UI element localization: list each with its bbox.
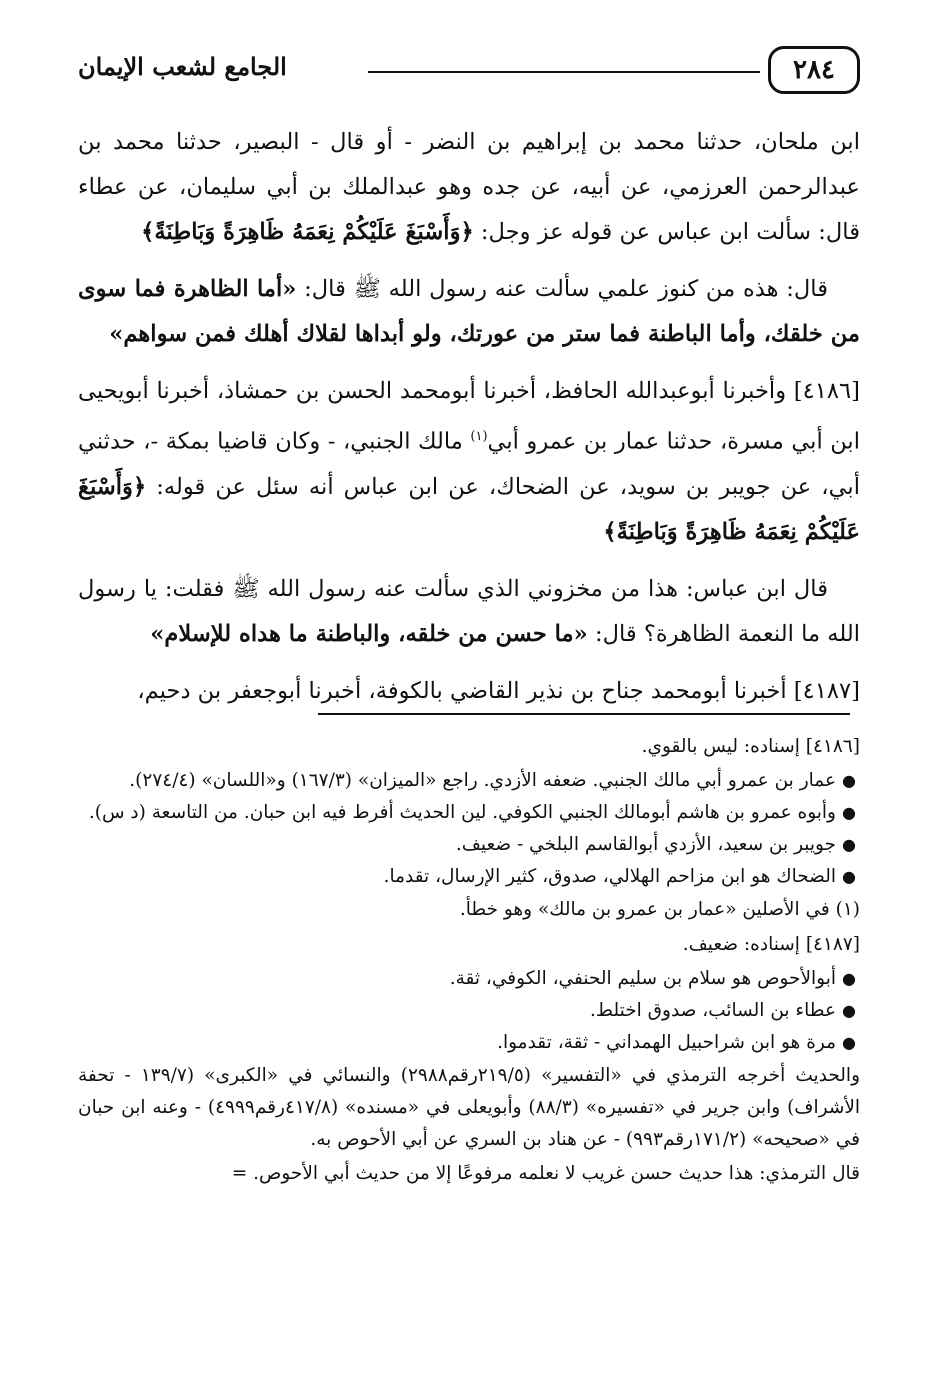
bullet-icon: ● <box>842 835 856 854</box>
note-item-text: وأبوه عمرو بن هاشم أبومالك الجنبي الكوفي. لين الحديث أفرط فيه ابن حبان. من التاسعة (د س). <box>88 802 836 823</box>
note-item <box>78 996 856 1026</box>
note-item <box>78 862 856 892</box>
paragraph-2 <box>78 267 860 357</box>
hadith-4186 <box>78 369 860 555</box>
note-item-text: الضحاك هو ابن مزاحم الهلالي، صدوق، كثير الإرسال، تقدما. <box>383 866 836 887</box>
bullet-icon: ● <box>842 803 856 822</box>
hadith-4186-text-b: مالك الجنبي، - وكان قاضيا بمكة -، حدثني أبي، عن جويبر بن سويد، عن الضحاك، عن ابن عباس أنه سئل عن قوله: <box>78 428 860 500</box>
note-item-text: جويبر بن سعيد، الأزدي أبوالقاسم البلخي - ضعيف. <box>455 834 836 855</box>
tirmidhi-note: قال الترمذي: هذا حديث حسن غريب لا نعلمه مرفوعًا إلا من حديث أبي الأحوص. = <box>231 1163 860 1184</box>
book-title: الجامع لشعب الإيمان <box>78 52 287 81</box>
main-text <box>78 120 860 726</box>
header-rule <box>368 71 760 73</box>
paragraph-1 <box>78 120 860 255</box>
page-header <box>78 38 860 102</box>
note-item <box>78 830 856 860</box>
hadith-number: [٤١٨٦] <box>793 378 860 404</box>
note-4187-list <box>78 964 860 1058</box>
page-number: ٢٨٤ <box>768 46 860 94</box>
quran-verse: ﴿وَأَسْبَغَ عَلَيْكُمْ نِعَمَهُ ظَاهِرَةً وَبَاطِنَةً﴾ <box>78 473 860 545</box>
hadith-4187-text: أخبرنا أبومحمد جناح بن نذير القاضي بالكوفة، أخبرنا أبوجعفر بن دحيم، <box>137 677 794 704</box>
note-item-text: عمار بن عمرو أبي مالك الجنبي. ضعفه الأزدي. راجع «الميزان» (١٦٧/٣) و«اللسان» (٢٧٤/٤). <box>129 770 836 791</box>
note-item <box>78 798 856 828</box>
quran-verse: ﴿وَأَسْبَغَ عَلَيْكُمْ نِعَمَهُ ظَاهِرَةً وَبَاطِنَةً﴾ <box>141 219 474 245</box>
hadith-4187 <box>78 669 860 714</box>
note-4186-list <box>78 766 860 892</box>
bullet-icon: ● <box>842 867 856 886</box>
paragraph-4-text: قال ابن عباس: هذا من مخزوني الذي سألت عنه رسول الله ﷺ فقلت: يا رسول الله ما النعمة الظاهرة؟ قال: <box>78 575 860 647</box>
paragraph-1-text: ابن ملحان، حدثنا محمد بن إبراهيم بن النضر - أو قال - البصير، حدثنا محمد بن عبدالرحمن العرزمي، عن أبيه، عن جده وهو عبدالملك بن أبي سليمان، عن عطاء قال: سألت ابن عباس عن قوله عز وجل: <box>78 129 860 245</box>
note-4186-heading: [٤١٨٦] إسناده: ليس بالقوي. <box>641 736 860 757</box>
bullet-icon: ● <box>842 1033 856 1052</box>
note-item <box>78 1028 856 1058</box>
footnotes <box>78 728 860 1192</box>
note-item <box>78 964 856 994</box>
note-item-text: مرة هو ابن شراحبيل الهمداني - ثقة، تقدموا. <box>497 1032 836 1053</box>
footnote-1: (١) في الأصلين «عمار بن عمرو بن مالك» وهو خطأ. <box>459 899 860 920</box>
takhrij-note: والحديث أخرجه الترمذي في «التفسير» (٢١٩/٥رقم٢٩٨٨) والنسائي في «الكبرى» (١٣٩/٧ - تحفة الأشراف) وابن جرير في «تفسيره» (٨٨/٣) وأبويعلى في «مسنده» (٤١٧/٨رقم٤٩٩٩) - وعنه ابن حبان في «صحيحه» (١٧١/٢رقم٩٩٣) - عن هناد بن السري عن أبي الأحوص به. <box>78 1065 861 1150</box>
hadith-text: «أما الظاهرة فما سوى من خلقك، وأما الباطنة فما ستر من عورتك، ولو أبداها لقلاك أهلك فمن سواهم» <box>78 276 860 347</box>
footnote-separator <box>318 713 850 715</box>
hadith-number: [٤١٨٧] <box>793 677 860 704</box>
note-item-text: عطاء بن السائب، صدوق اختلط. <box>590 1000 836 1021</box>
note-item <box>78 766 856 796</box>
bullet-icon: ● <box>842 969 856 988</box>
bullet-icon: ● <box>842 771 856 790</box>
paragraph-2-text: قال: هذه من كنوز علمي سألت عنه رسول الله ﷺ قال: <box>296 276 828 302</box>
note-item-text: أبوالأحوص هو سلام بن سليم الحنفي، الكوفي، ثقة. <box>449 968 836 989</box>
bullet-icon: ● <box>842 1001 856 1020</box>
paragraph-4 <box>78 567 860 657</box>
footnote-marker: (١) <box>470 429 488 444</box>
hadith-text: «ما حسن من خلقه، والباطنة ما هداه للإسلام» <box>150 620 588 647</box>
note-4187-heading: [٤١٨٧] إسناده: ضعيف. <box>682 934 860 955</box>
hadith-4186-text-a: وأخبرنا أبوعبدالله الحافظ، أخبرنا أبومحمد الحسن بن حمشاذ، أخبرنا أبويحيى ابن أبي مسرة، حدثنا عمار بن عمرو أبي <box>78 378 860 455</box>
